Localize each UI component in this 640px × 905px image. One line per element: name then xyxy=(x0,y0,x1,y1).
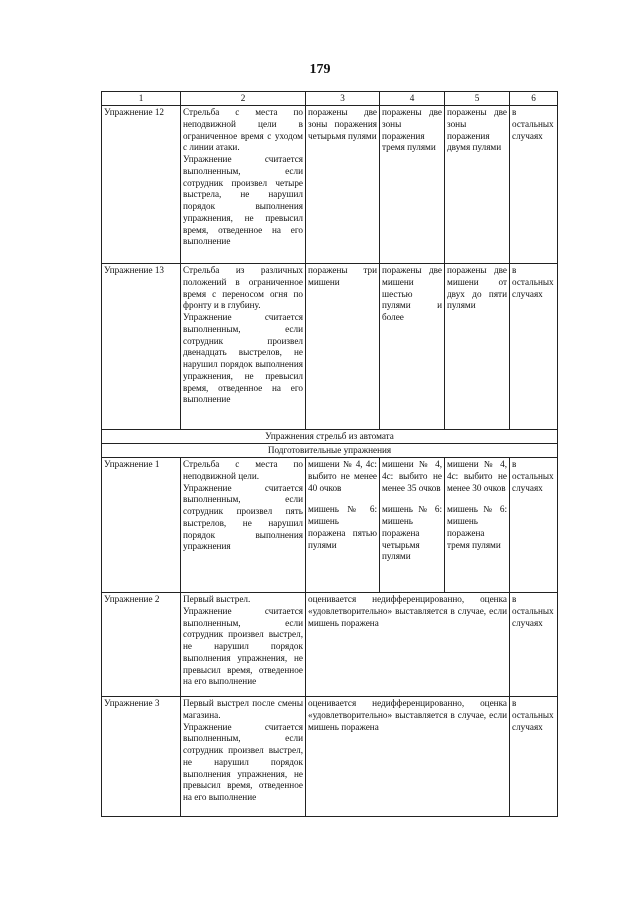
column-header: 1 xyxy=(102,92,181,106)
grade-good-score: мишени № 4, 4с: выбито не менее 35 очков xyxy=(382,459,442,493)
exercise-description-cell xyxy=(181,697,306,817)
grade-satisfactory-score: мишени № 4, 4с: выбито не менее 30 очков xyxy=(447,459,507,493)
exercise-description-cell xyxy=(181,106,306,264)
grade-good: поражены две зоны поражения тремя пулями xyxy=(380,106,445,264)
subsection-title: Подготовительные упражнения xyxy=(102,444,558,458)
grade-unsatisfactory: в остальных случаях xyxy=(510,264,558,430)
exercise-description-cell xyxy=(181,593,306,697)
grade-unsatisfactory: в остальных случаях xyxy=(510,458,558,593)
grade-unsatisfactory: в остальных случаях xyxy=(510,697,558,817)
grade-assessment: оценивается недифференцированно, оценка «удовлетворительно» выставляется в случае, если мишень поражена xyxy=(306,593,510,697)
grade-excellent-score: мишени № 4, 4с: выбито не менее 40 очков xyxy=(308,459,377,493)
exercise-description: Стрельба с места по неподвижной цели в ограниченное время с уходом с линии атаки. xyxy=(183,107,303,153)
table-row xyxy=(102,458,558,593)
grade-unsatisfactory: в остальных случаях xyxy=(510,106,558,264)
table-row xyxy=(102,593,558,697)
exercise-condition: Упражнение считается выполненным, если сотрудник произвел двенадцать выстрелов, не нарушил порядок выполнения упражнения, не превысил время, отведенное на его выполнение xyxy=(183,312,303,405)
exercise-name: Упражнение 1 xyxy=(102,458,181,593)
grade-satisfactory xyxy=(445,458,510,593)
column-header: 6 xyxy=(510,92,558,106)
exercise-description-cell xyxy=(181,458,306,593)
column-header: 4 xyxy=(380,92,445,106)
exercise-description: Стрельба с места по неподвижной цели. xyxy=(183,459,303,481)
table-row xyxy=(102,264,558,430)
grade-excellent xyxy=(306,458,380,593)
column-header: 2 xyxy=(181,92,306,106)
exercise-condition: Упражнение считается выполненным, если сотрудник произвел выстрел, не нарушил порядок выполнения упражнения, не превысил время, отведенное на его выполнение xyxy=(183,605,303,687)
exercise-condition: Упражнение считается выполненным, если сотрудник произвел пять выстрелов, не нарушил порядок выполнения упражнения xyxy=(183,482,303,552)
exercise-description: Стрельба из различных положений в ограниченное время с переносом огня по фронту и в глубину. xyxy=(183,265,303,311)
exercise-table xyxy=(101,91,558,817)
exercise-condition: Упражнение считается выполненным, если сотрудник произвел четыре выстрела, не нарушил порядок выполнения упражнения, не превысил время, отведенное на его выполнение xyxy=(183,154,303,247)
column-header: 5 xyxy=(445,92,510,106)
table-header-row xyxy=(102,92,558,106)
column-header: 3 xyxy=(306,92,380,106)
grade-satisfactory: поражены две мишени от двух до пяти пулями xyxy=(445,264,510,430)
subsection-row xyxy=(102,444,558,458)
grade-assessment: оценивается недифференцированно, оценка «удовлетворительно» выставляется в случае, если мишень поражена xyxy=(306,697,510,817)
grade-good-target6: мишень № 6: мишень поражена четырьмя пулями xyxy=(382,504,442,562)
exercise-description: Первый выстрел после смены магазина. xyxy=(183,698,303,720)
grade-good: поражены две мишени шестью пулями и более xyxy=(380,264,445,430)
section-title: Упражнения стрельб из автомата xyxy=(102,430,558,444)
grade-satisfactory-target6: мишень № 6: мишень поражена тремя пулями xyxy=(447,504,507,550)
grade-excellent: поражены три мишени xyxy=(306,264,380,430)
grade-good xyxy=(380,458,445,593)
grade-unsatisfactory: в остальных случаях xyxy=(510,593,558,697)
table-row xyxy=(102,697,558,817)
page-number: 179 xyxy=(309,62,331,77)
section-row xyxy=(102,430,558,444)
exercise-description: Первый выстрел. xyxy=(183,594,251,604)
exercise-description-cell xyxy=(181,264,306,430)
exercise-name: Упражнение 13 xyxy=(102,264,181,430)
exercise-name: Упражнение 2 xyxy=(102,593,181,697)
grade-excellent: поражены две зоны поражения четырьмя пулями xyxy=(306,106,380,264)
exercise-condition: Упражнение считается выполненным, если сотрудник произвел выстрел, не нарушил порядок выполнения упражнения, не превысил время, отведенное на его выполнение xyxy=(183,721,303,803)
grade-excellent-target6: мишень № 6: мишень поражена пятью пулями xyxy=(308,504,377,550)
grade-satisfactory: поражены две зоны поражения двумя пулями xyxy=(445,106,510,264)
exercise-name: Упражнение 3 xyxy=(102,697,181,817)
exercise-name: Упражнение 12 xyxy=(102,106,181,264)
table-row xyxy=(102,106,558,264)
